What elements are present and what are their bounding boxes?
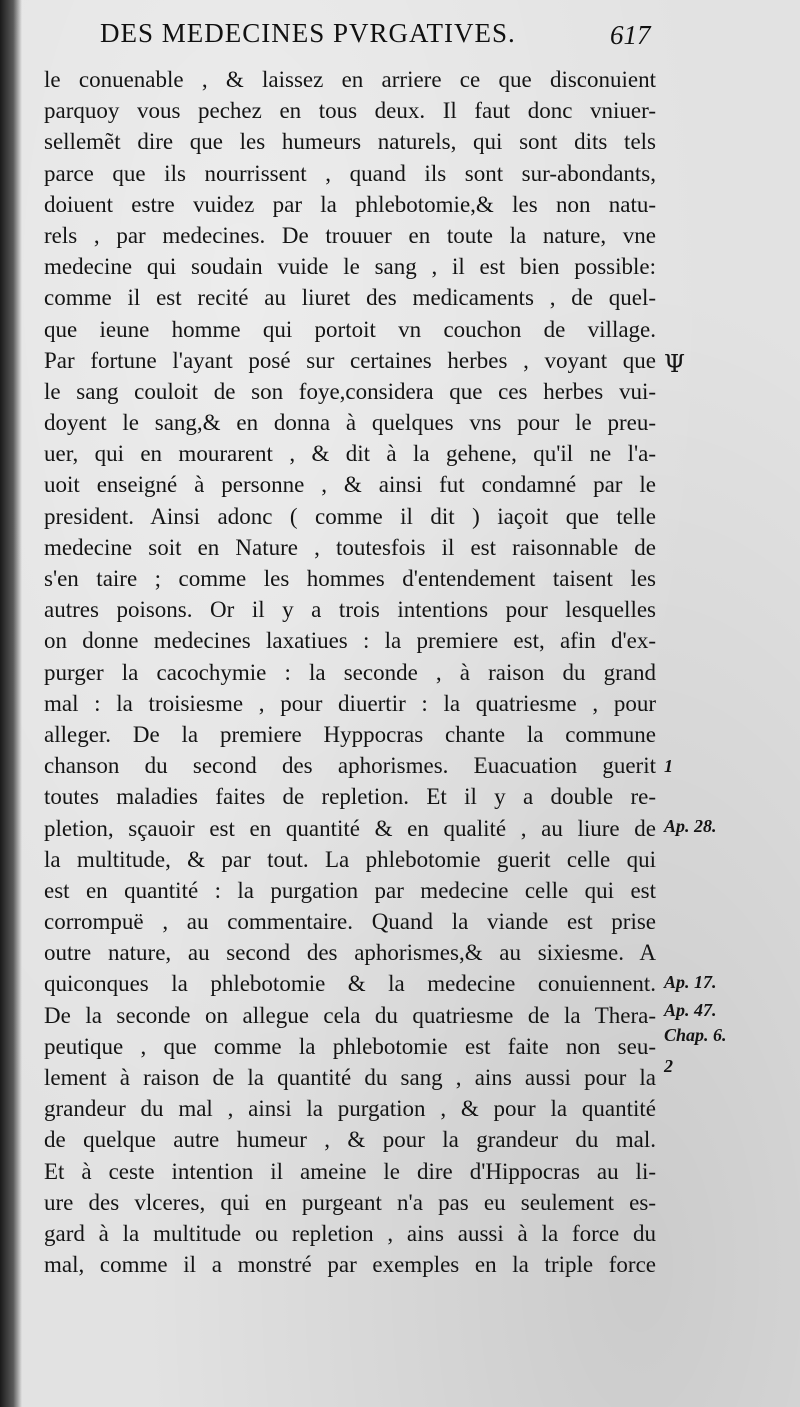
text-line: medecine qui soudain vuide le sang , il est bien possible: [44,254,656,280]
text-line: peutique , que comme la phlebotomie est faite non seu- [44,1033,656,1059]
text-line: lement à raison de la quantité du sang , ains aussi pour la [44,1065,656,1090]
text-line: outre nature, au second des aphorismes,& au sixiesme. A [44,940,656,966]
text-line: le conuenable , & laissez en arriere ce que disconuient [44,67,656,92]
text-line: s'en taire ; comme les hommes d'entendement taisent les [44,566,656,591]
text-line: comme il est recité au liuret des medicaments , de quel- [44,285,656,311]
text-line: Et à ceste intention il ameine le dire d'Hippocras au li- [44,1158,656,1184]
text-line: uer, qui en mourarent , & dit à la gehene, qu'il ne l'a- [44,441,656,467]
running-title: DES MEDECINES PVRGATIVES. [100,18,516,48]
text-line: rels , par medecines. De trouuer en toute la nature, vne [44,222,656,248]
text-line: mal : la troisiesme , pour diuertir : la quatriesme , pour [44,690,656,716]
text-line: chanson du second des aphorismes. Euacuation guerit [44,753,656,779]
text-line: alleger. De la premiere Hyppocras chante la commune [44,721,656,747]
text-line: de quelque autre humeur , & pour la grandeur du mal. [44,1127,656,1153]
text-line: purger la cacochymie : la seconde , à raison du grand [44,659,656,685]
margin-ref-ap47: Ap. 47. [664,1000,717,1020]
text-line: pletion, sçauoir est en quantité & en qualité , au liure de [44,815,656,841]
text-line: le sang couloit de son foye,considera que ces herbes vui- [44,378,656,404]
text-line: president. Ainsi adonc ( comme il dit ) iaçoit que telle [44,503,656,529]
text-line: que ieune homme qui portoit vn couchon de village. [44,316,656,342]
text-line: doiuent estre vuidez par la phlebotomie,& les non natu- [44,191,656,217]
margin-note-2: 2 [664,1056,673,1076]
text-line: corrompuë , au commentaire. Quand la viande est prise [44,909,656,935]
margin-symbol-psi: Ψ [664,350,686,378]
text-line: mal, comme il a monstré par exemples en la triple force [44,1252,656,1278]
margin-ref-ap17: Ap. 17. [664,972,717,992]
page-number: 617 [610,20,651,50]
running-header [100,18,660,54]
text-line: on donne medecines laxatiues : la premiere est, afin d'ex- [44,628,656,654]
margin-ref-chap6: Chap. 6. [664,1025,727,1045]
text-line: parce que ils nourrissent , quand ils sont sur-abondants, [44,160,656,186]
text-line: grandeur du mal , ainsi la purgation , & pour la quantité [44,1096,656,1122]
text-line: doyent le sang,& en donna à quelques vns pour le preu- [44,410,656,436]
body-text [44,64,656,1280]
text-line: la multitude, & par tout. La phlebotomie guerit celle qui [44,846,656,872]
text-line: sellemẽt dire que les humeurs naturels, qui sont dits tels [44,129,656,155]
margin-note-1: 1 [664,756,673,776]
margin-ref-ap28: Ap. 28. [664,816,717,836]
text-line: ure des vlceres, qui en purgeant n'a pas eu seulement es- [44,1189,656,1215]
text-line: autres poisons. Or il y a trois intentions pour lesquelles [44,597,656,623]
text-line: uoit enseigné à personne , & ainsi fut condamné par le [44,472,656,498]
text-line: De la seconde on allegue cela du quatriesme de la Thera- [44,1002,656,1028]
page-binding-shadow [0,0,22,1407]
text-line: Par fortune l'ayant posé sur certaines herbes , voyant que [44,347,656,373]
text-line: gard à la multitude ou repletion , ains aussi à la force du [44,1220,656,1246]
text-line: quiconques la phlebotomie & la medecine conuiennent. [44,971,656,997]
text-line: parquoy vous pechez en tous deux. Il faut donc vniuer- [44,98,656,124]
text-line: est en quantité : la purgation par medecine celle qui est [44,877,656,903]
text-line: medecine soit en Nature , toutesfois il est raisonnable de [44,534,656,560]
text-line: toutes maladies faites de repletion. Et il y a double re- [44,784,656,810]
